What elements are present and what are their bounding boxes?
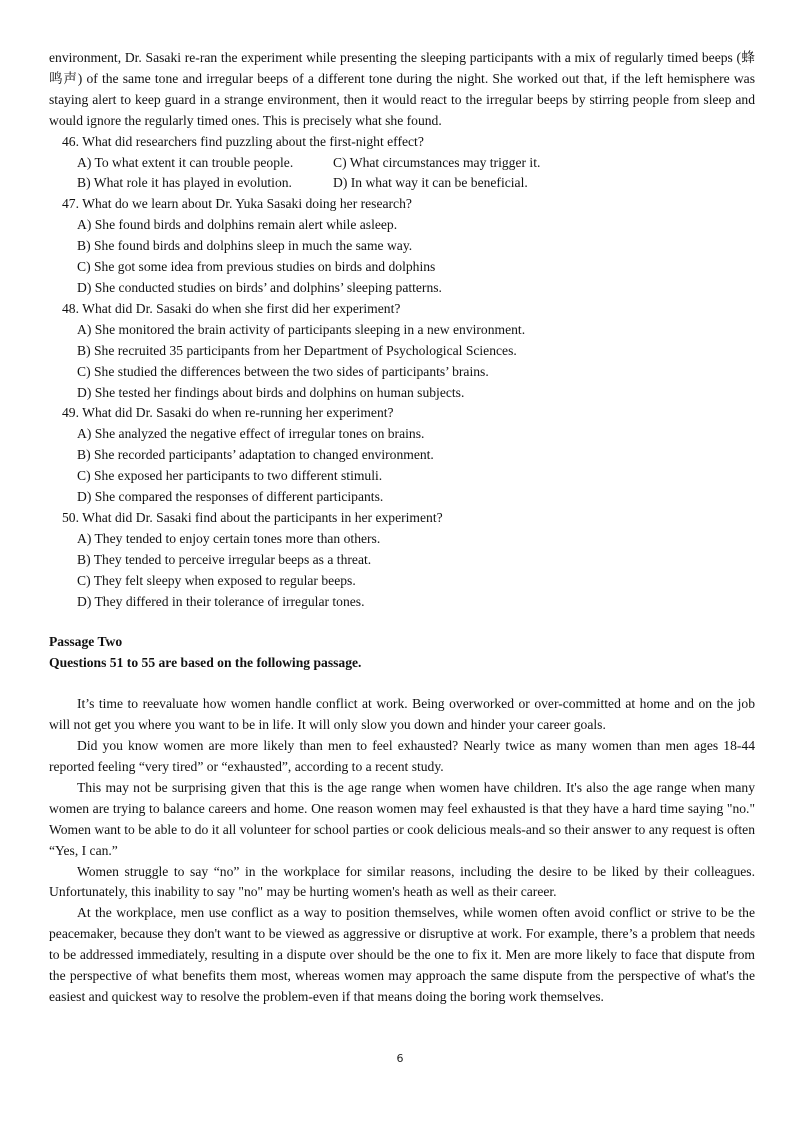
q50-option-b: B) They tended to perceive irregular beeps as a threat. [77,551,372,567]
q50-option-c: C) They felt sleepy when exposed to regular beeps. [77,572,356,588]
question-46-options [49,153,755,195]
q48-option-c: C) She studied the differences between the two sides of participants’ brains. [77,363,489,379]
question-47-stem: 47. What do we learn about Dr. Yuka Sasaki doing her research? [62,196,412,212]
q46-option-a: A) To what extent it can trouble people. [77,154,294,170]
page-number: 6 [396,1052,404,1065]
q50-option-d: D) They differed in their tolerance of irregular tones. [77,593,365,609]
passage-two-paragraph-1: It’s time to reevaluate how women handle conflict at work. Being overworked or over-committed at home and on the job will not get you where you want to be in life. It will only slow you down and hinder your career goals. [49,696,755,733]
q47-option-d: D) She conducted studies on birds’ and dolphins’ sleeping patterns. [77,279,442,295]
q48-option-d: D) She tested her findings about birds and dolphins on human subjects. [77,384,465,400]
q50-option-a: A) They tended to enjoy certain tones more than others. [77,530,381,546]
document-page [49,48,755,1008]
passage-two-paragraph-2: Did you know women are more likely than men to feel exhausted? Nearly twice as many women than men ages 18-44 reported feeling “very tired” or “exhausted”, according to a recent study. [49,738,755,774]
q48-option-a: A) She monitored the brain activity of participants sleeping in a new environment. [77,321,526,337]
q49-option-a: A) She analyzed the negative effect of irregular tones on brains. [77,426,425,442]
q46-option-d: D) In what way it can be beneficial. [333,175,528,191]
question-48-stem: 48. What did Dr. Sasaki do when she first did her experiment? [62,300,401,316]
q48-option-b: B) She recruited 35 participants from her Department of Psychological Sciences. [77,342,517,358]
passage-two-paragraph-3: This may not be surprising given that this is the age range when women have children. It's also the age range when many women are trying to balance careers and home. One reason women may feel exhausted is that they have a hard time saying "no." Women want to be able to do it all volunteer for school parties or cook delicious meals-and so their answer to any request is often “Yes, I can.” [49,779,755,858]
question-50-stem: 50. What did Dr. Sasaki find about the participants in her experiment? [62,509,443,525]
q49-option-b: B) She recorded participants’ adaptation to changed environment. [77,447,434,463]
q47-option-b: B) She found birds and dolphins sleep in much the same way. [77,238,413,254]
q47-option-c: C) She got some idea from previous studies on birds and dolphins [77,259,436,275]
passage-two-paragraph-5: At the workplace, men use conflict as a way to position themselves, while women often avoid conflict or strive to be the peacemaker, because they don't want to be viewed as aggressive or disruptive at work. For example, there’s a problem that needs to be addressed immediately, resulting in a dispute over should be the one to fix it. Men are more likely to face that dispute from the perspective of what benefits them most, whereas women may approach the same dispute from the perspective of what's the easiest and quickest way to resolve the problem-even if that means doing the boring work themselves. [49,905,755,1004]
q46-option-b: B) What role it has played in evolution. [77,175,292,191]
passage-two-subtitle: Questions 51 to 55 are based on the following passage. [49,655,362,671]
question-49-stem: 49. What did Dr. Sasaki do when re-running her experiment? [62,405,394,421]
q49-option-d: D) She compared the responses of different participants. [77,489,384,505]
passage-two-title: Passage Two [49,634,123,650]
passage-two-paragraph-4: Women struggle to say “no” in the workplace for similar reasons, including the desire to be liked by their colleagues. Unfortunately, this inability to say "no" may be hurting women's heath as well as their career. [49,863,755,900]
q46-option-c: C) What circumstances may trigger it. [333,154,541,170]
passage-one-tail: environment, Dr. Sasaki re-ran the experiment while presenting the sleeping participants with a mix of regularly timed beeps (蜂鸣声) of the same tone and irregular beeps of a different tone during the night. She worked out that, if the left hemisphere was staying alert to keep guard in a strange environment, then it would react to the irregular beeps by stirring people from sleep and would ignore the regularly timed ones. This is precisely what she found. [49,50,755,128]
question-46-stem: 46. What did researchers find puzzling about the first-night effect? [62,133,424,149]
q47-option-a: A) She found birds and dolphins remain alert while asleep. [77,217,398,233]
q49-option-c: C) She exposed her participants to two different stimuli. [77,468,383,484]
